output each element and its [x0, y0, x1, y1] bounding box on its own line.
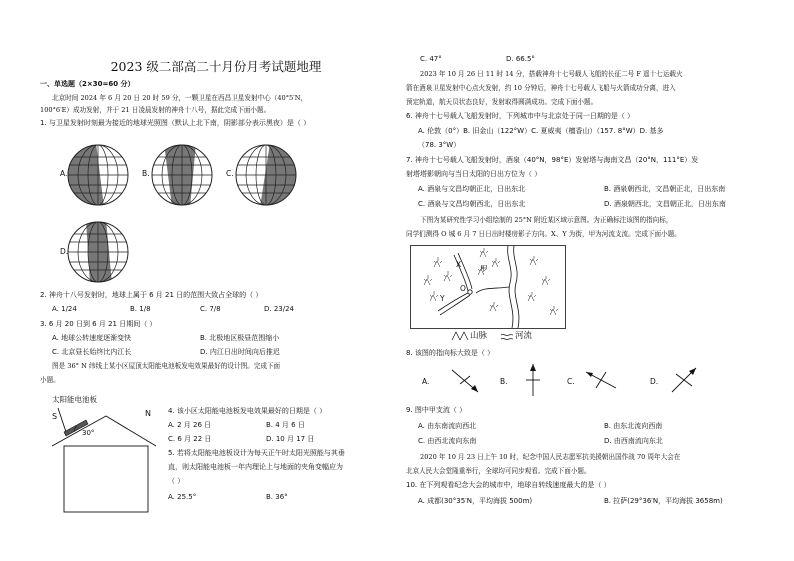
q9-option-a: A. 由东南流向西北: [418, 422, 477, 430]
option-label-d: D.: [60, 247, 69, 256]
map-label-y: Y: [440, 294, 445, 303]
arrow-option-label-a: A.: [422, 377, 430, 386]
q2-option-a: A. 1/24: [52, 305, 77, 313]
legend-mountain-label: 山脉: [470, 331, 488, 341]
region-map: [410, 245, 566, 329]
map-label-x: X: [456, 260, 462, 269]
panel-caption: 太阳能电池板: [52, 395, 97, 404]
q7-option-c: C. 酒泉与文昌均朝西北，日出东北: [418, 200, 526, 208]
intro-paragraph-3-line-3: 预定轨道，航天员状态良好，发射取得圆满成功。完成下面小题。: [406, 98, 598, 106]
globe-option-b: [150, 143, 214, 207]
q6-options-line-1: A. 伦敦（0°）B. 旧金山（122°W）C. 夏威夷（檀香山）（157. 8°W）D. 基多: [418, 127, 664, 135]
q2-option-d: D. 23/24: [264, 305, 295, 313]
option-label-c: C.: [226, 169, 234, 178]
q5-option-b: B. 36°: [266, 493, 288, 501]
intro-paragraph-1-line-2: 100°6′E）成功发射，并于 21 日凌晨发射的神舟十八号，据此完成下面小题。: [40, 106, 271, 114]
q9-option-d: D. 由西南流向东北: [604, 437, 663, 445]
arrow-option-label-c: C.: [567, 377, 575, 386]
q4-option-d: D. 10 月 17 日: [266, 435, 315, 443]
q7-option-a: A. 酒泉与文昌均朝正北，日出东北: [418, 185, 526, 193]
question-9: 9. 图中甲支流（ ）: [406, 406, 467, 414]
intro-paragraph-2-line-1: 图是 36° N 纬线上某小区屋顶太阳能电池板发电效果最好的设计图。完成下面: [52, 362, 281, 370]
q5-option-d: D. 66.5°: [506, 55, 535, 63]
q6-options-line-2: （78. 3°W）: [418, 141, 461, 149]
intro-paragraph-3-line-2: 箭在酒泉卫星发射中心点火发射，约 10 分钟后，神舟十七号载人飞船与火箭成功分离，进入: [406, 84, 676, 92]
q7-option-b: B. 酒泉朝西北，文昌朝正北，日出东南: [604, 185, 726, 193]
question-7-line-2: 射塔塔影朝向与当日太阳的日出方位为（ ）: [406, 170, 542, 178]
north-arrow-c: [584, 364, 620, 396]
question-4: 4. 该小区太阳能电池板发电效果最好的日期是（ ）: [168, 407, 327, 415]
intro-paragraph-3-line-1: 2023 年 10 月 26 日 11 时 14 分，搭载神舟十七号载人飞船的长征二号 F 遥十七运载火: [420, 70, 683, 78]
page-title: 2023 级二部高二十月份月考试题地理: [110, 59, 322, 74]
q3-option-c: C. 北京昼长始终比内江长: [52, 348, 132, 356]
q3-option-b: B. 北极地区极昼范围缩小: [200, 334, 280, 342]
question-1: 1. 与卫星发射时刻最为接近的地球光照图（默认上北下南，阴影部分表示黑夜）是（ ）: [40, 119, 311, 127]
legend-river-label: 河流: [515, 331, 533, 341]
north-label: N: [145, 409, 151, 418]
solar-panel-house-diagram: [44, 404, 166, 514]
q2-option-b: B. 1/8: [130, 305, 151, 313]
intro-paragraph-4-line-2: 同学们测得 O 城 6 月 7 日日出时楼房影子方向。X、Y 为街，甲为河流支流。完成下面小题。: [406, 230, 681, 238]
intro-paragraph-5-line-1: 2020 年 10 月 23 日上午 10 时，纪念中国人民志愿军抗美援朝出国作战 70 周年大会在: [420, 453, 681, 461]
q3-option-d: D. 内江日出时间向后推迟: [200, 348, 280, 356]
map-label-jia: 甲: [480, 264, 488, 273]
north-arrow-b: [520, 362, 546, 398]
intro-paragraph-5-line-2: 北京人民大会堂隆重举行，全球均可同步观看。完成下面小题。: [406, 467, 591, 475]
arrow-option-label-b: B.: [500, 377, 508, 386]
q4-option-b: B. 4 月 6 日: [266, 421, 305, 429]
q9-option-c: C. 由西北流向东南: [418, 437, 477, 445]
question-10: 10. 在下列观看纪念大会的城市中，地球自转线速度最大的是（ ）: [406, 481, 611, 489]
globe-option-a: [66, 143, 130, 207]
question-7-line-1: 7. 神舟十七号载人飞船发射时，酒泉（40°N，98°E）发射塔与海南文昌（20°N，111°E）发: [406, 156, 699, 164]
q5-option-c: C. 47°: [420, 55, 442, 63]
intro-paragraph-1-line-1: 北京时间 2024 年 6 月 20 日 20 时 59 分，一颗卫星在西昌卫星发射中心（40°5′N，: [52, 94, 308, 102]
q2-option-c: C. 7/8: [200, 305, 221, 313]
q5-option-a: A. 25.5°: [168, 493, 197, 501]
q10-option-b: B. 拉萨(29°36′N，平均海拔 3658m): [604, 497, 723, 505]
q9-option-b: B. 由东北流向西南: [604, 422, 663, 430]
question-5-line-1: 5. 若将太阳能电池板设计为每天正午时太阳光照能与其垂: [168, 449, 345, 457]
section-heading: 一、单选题（2×30=60 分）: [40, 80, 135, 88]
q3-option-a: A. 地球公转速度逐渐变快: [52, 334, 132, 342]
river-legend-icon: [500, 333, 514, 341]
question-2: 2. 神舟十八号发射时，地球上属于 6 月 21 日的范围大致占全球的（ ）: [40, 291, 263, 299]
globe-option-c: [234, 143, 298, 207]
north-arrow-d: [668, 364, 700, 396]
q4-option-a: A. 2 月 26 日: [168, 421, 212, 429]
option-label-b: B.: [142, 169, 150, 178]
question-5-line-2: 直，则太阳能电池板一年内理论上与地面的夹角变幅应为: [168, 463, 343, 471]
intro-paragraph-2-line-2: 小题。: [40, 376, 60, 384]
arrow-option-label-d: D.: [650, 377, 659, 386]
south-label: S: [52, 412, 58, 421]
q10-option-a: A. 成都(30°35′N，平均海拔 500m): [418, 497, 533, 505]
intro-paragraph-4-line-1: 下图为某研究性学习小组绘制的 25°N 附近某区域示意图。为正确标注该图的指向标，: [420, 216, 673, 224]
option-label-a: A.: [60, 169, 68, 178]
tilt-angle-label: 30°: [82, 429, 95, 437]
question-6: 6. 神舟十七号载人飞船发射时，下列城市中与北京处于同一日期的是（ ）: [406, 112, 635, 120]
map-label-o: O: [460, 284, 466, 293]
mountain-legend-icon: [450, 331, 470, 341]
q4-option-c: C. 6 月 22 日: [168, 435, 212, 443]
globe-option-d: [66, 220, 130, 284]
question-3: 3. 6 月 20 日到 6 月 21 日期间（ ）: [40, 320, 157, 328]
question-5-line-3: （ ）: [168, 477, 185, 485]
q7-option-d: D. 酒泉朝西北，文昌朝正北，日出东南: [604, 200, 726, 208]
question-8: 8. 该图的指向标大致是（ ）: [406, 349, 495, 357]
north-arrow-a: [450, 364, 482, 396]
